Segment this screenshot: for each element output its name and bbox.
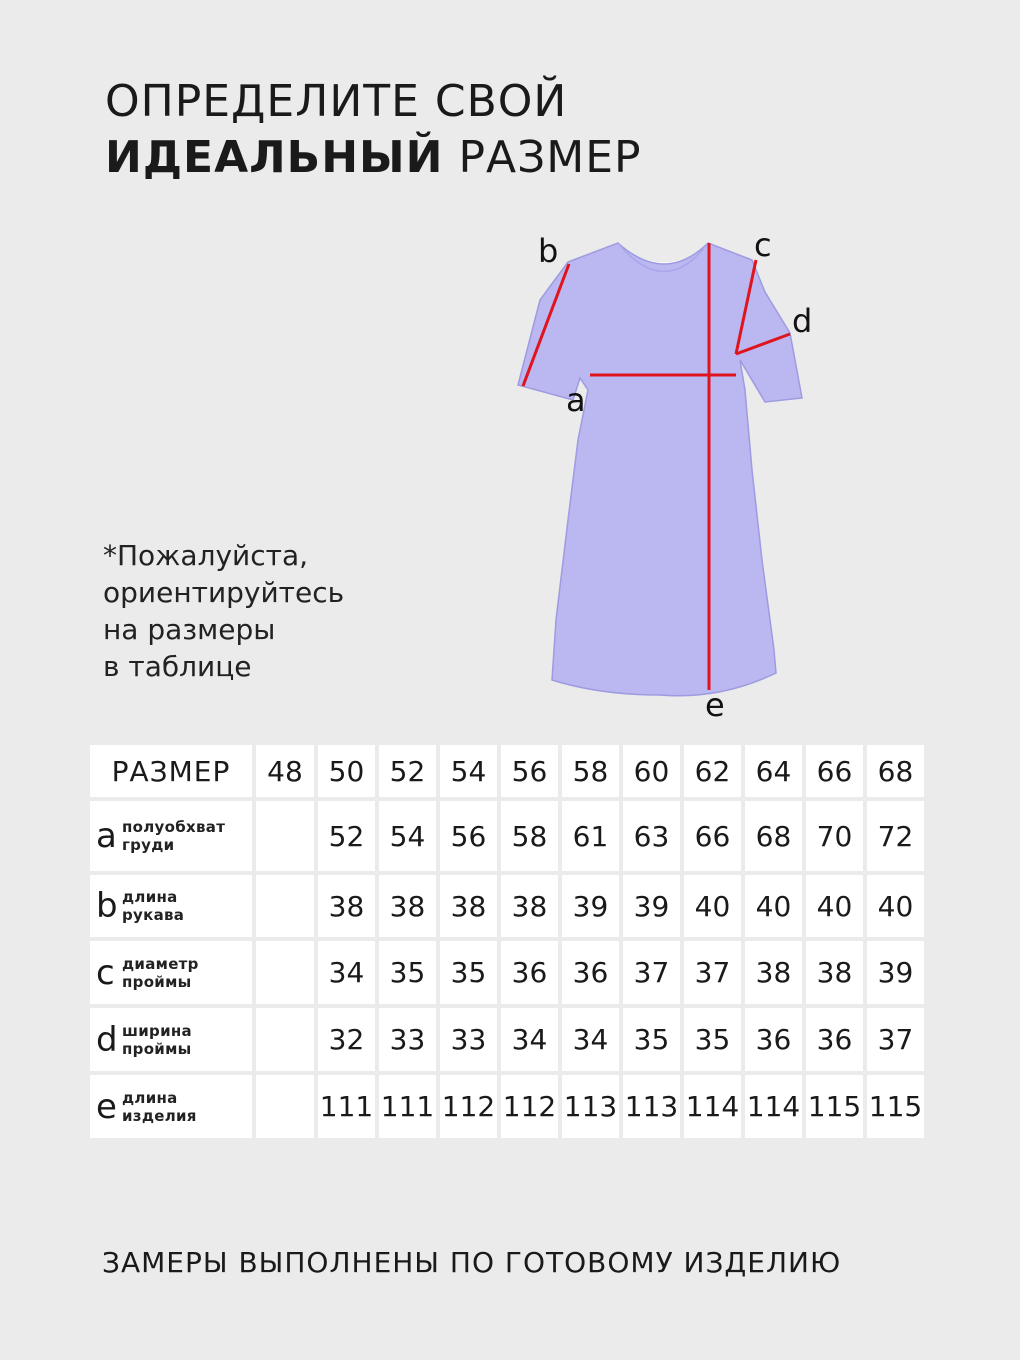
row-desc: полуобхват груди [122, 818, 226, 854]
table-cell: 58 [501, 801, 558, 871]
table-cell: 70 [806, 801, 863, 871]
table-cell: 38 [806, 941, 863, 1004]
table-cell: 72 [867, 801, 924, 871]
row-label [90, 875, 252, 937]
header-cell: 56 [501, 745, 558, 797]
row-letter: a [96, 816, 117, 856]
table-cell: 40 [745, 875, 802, 937]
header-cell: 68 [867, 745, 924, 797]
table-cell [256, 875, 314, 937]
table-cell: 112 [501, 1075, 558, 1138]
header-cell: 52 [379, 745, 436, 797]
table-cell: 111 [318, 1075, 375, 1138]
row-desc: длина рукава [122, 888, 185, 924]
table-cell: 61 [562, 801, 619, 871]
table-cell: 38 [379, 875, 436, 937]
row-label [90, 801, 252, 871]
title-bold-word: ИДЕАЛЬНЫЙ [105, 132, 444, 183]
header-cell: 54 [440, 745, 497, 797]
table-cell: 40 [867, 875, 924, 937]
table-cell: 33 [440, 1008, 497, 1071]
label-c: c [754, 226, 772, 264]
table-cell: 113 [623, 1075, 680, 1138]
table-row [90, 1008, 924, 1071]
table-row [90, 801, 924, 871]
header-size: РАЗМЕР [90, 745, 252, 797]
table-cell: 112 [440, 1075, 497, 1138]
table-cell: 68 [745, 801, 802, 871]
table-cell: 40 [806, 875, 863, 937]
row-desc: ширина проймы [122, 1021, 192, 1058]
title-line-2 [105, 130, 642, 186]
table-cell: 35 [684, 1008, 741, 1071]
table-row [90, 941, 924, 1004]
row-label [90, 1075, 252, 1138]
table-cell: 63 [623, 801, 680, 871]
table-cell: 36 [501, 941, 558, 1004]
table-cell: 52 [318, 801, 375, 871]
table-cell: 37 [867, 1008, 924, 1071]
table-cell: 37 [684, 941, 741, 1004]
table-row [90, 875, 924, 937]
row-label [90, 941, 252, 1004]
table-cell: 115 [867, 1075, 924, 1138]
row-letter: c [96, 952, 115, 993]
note-line-2: ориентируйтесь [103, 576, 345, 609]
row-desc: длина изделия [122, 1088, 197, 1125]
table-cell: 66 [684, 801, 741, 871]
table-cell: 35 [379, 941, 436, 1004]
table-cell [256, 1008, 314, 1071]
table-cell: 36 [806, 1008, 863, 1071]
table-cell: 35 [623, 1008, 680, 1071]
table-cell: 38 [318, 875, 375, 937]
row-letter: e [96, 1086, 117, 1127]
table-cell [256, 941, 314, 1004]
dress-diagram [500, 225, 840, 725]
table-cell: 114 [684, 1075, 741, 1138]
note-line-1: *Пожалуйста, [103, 539, 308, 572]
table-cell: 32 [318, 1008, 375, 1071]
table-cell: 56 [440, 801, 497, 871]
label-d: d [792, 302, 813, 340]
row-letter: b [96, 886, 118, 926]
header-cell: 60 [623, 745, 680, 797]
table-cell [256, 801, 314, 871]
note-line-3: на размеры [103, 613, 276, 646]
header-cell: 62 [684, 745, 741, 797]
table-cell: 39 [867, 941, 924, 1004]
table-cell: 115 [806, 1075, 863, 1138]
table-cell: 113 [562, 1075, 619, 1138]
table-cell: 36 [745, 1008, 802, 1071]
table-row [90, 1075, 924, 1138]
dress-body [518, 243, 802, 696]
table-cell: 38 [745, 941, 802, 1004]
footer-note: ЗАМЕРЫ ВЫПОЛНЕНЫ ПО ГОТОВОМУ ИЗДЕЛИЮ [102, 1246, 842, 1279]
row-letter: d [96, 1019, 118, 1060]
header-cell: 58 [562, 745, 619, 797]
label-b: b [538, 232, 559, 270]
table-cell: 34 [318, 941, 375, 1004]
header-cell: 66 [806, 745, 863, 797]
table-header-row [90, 745, 924, 797]
table-cell: 40 [684, 875, 741, 937]
table-cell: 54 [379, 801, 436, 871]
title-rest: РАЗМЕР [443, 132, 642, 183]
header-cell: 50 [318, 745, 375, 797]
table-cell: 34 [562, 1008, 619, 1071]
size-note [103, 537, 344, 685]
table-cell: 36 [562, 941, 619, 1004]
table-cell: 111 [379, 1075, 436, 1138]
table-cell: 37 [623, 941, 680, 1004]
table-cell: 34 [501, 1008, 558, 1071]
page-title [105, 74, 642, 186]
table-cell: 114 [745, 1075, 802, 1138]
note-line-4: в таблице [103, 650, 252, 683]
table-cell [256, 1075, 314, 1138]
table-cell: 38 [440, 875, 497, 937]
title-line-1: ОПРЕДЕЛИТЕ СВОЙ [105, 76, 568, 127]
size-table [86, 741, 928, 1142]
row-desc: диаметр проймы [122, 954, 199, 991]
table-cell: 39 [623, 875, 680, 937]
header-cell: 64 [745, 745, 802, 797]
table-cell: 35 [440, 941, 497, 1004]
label-e: e [705, 686, 725, 724]
row-label [90, 1008, 252, 1071]
table-cell: 38 [501, 875, 558, 937]
label-a: a [566, 381, 586, 419]
table-cell: 39 [562, 875, 619, 937]
table-cell: 33 [379, 1008, 436, 1071]
header-cell: 48 [256, 745, 314, 797]
